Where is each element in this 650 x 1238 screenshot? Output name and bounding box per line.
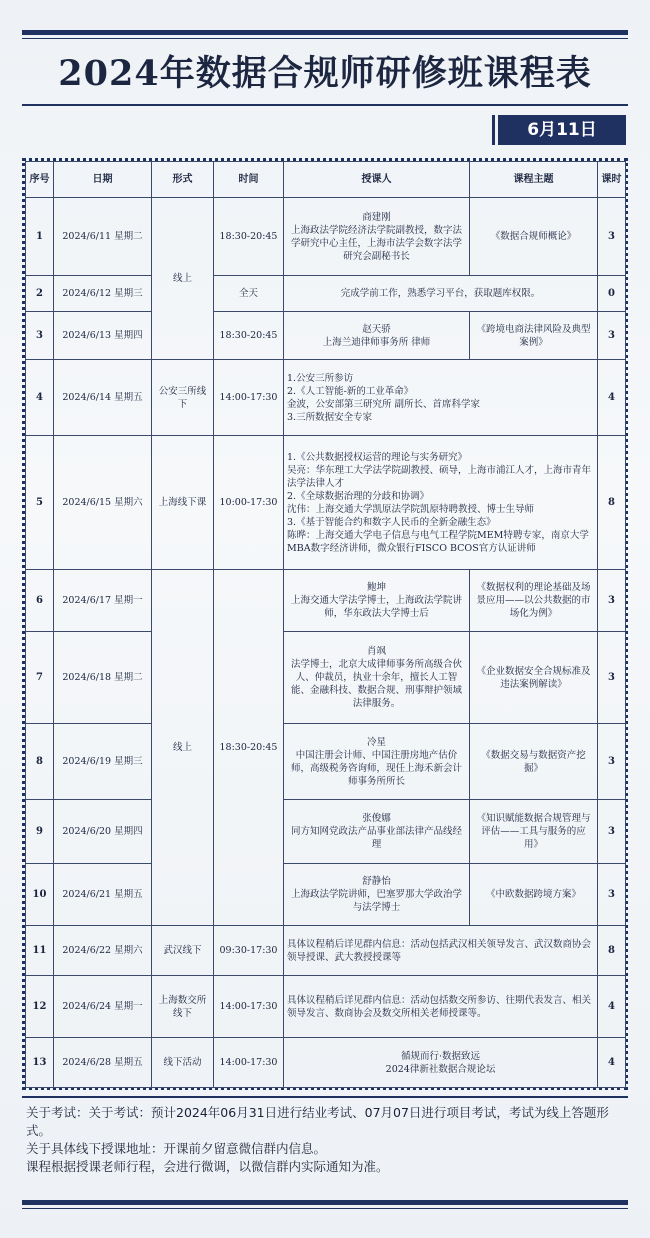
header-hours: 课时 <box>598 162 626 198</box>
cell-hours: 3 <box>598 198 626 276</box>
cell-teacher <box>284 570 470 632</box>
table-row <box>26 198 626 276</box>
cell-topic: 《中欧数据跨境方案》 <box>470 864 598 926</box>
cell-hours: 3 <box>598 312 626 360</box>
cell-hours: 8 <box>598 926 626 976</box>
cell-merged <box>284 360 598 436</box>
cell-date: 2024/6/22 星期六 <box>54 926 152 976</box>
table-row <box>26 926 626 976</box>
cell-hours: 3 <box>598 800 626 864</box>
header-time: 时间 <box>214 162 284 198</box>
cell-date: 2024/6/17 星期一 <box>54 570 152 632</box>
cell-time: 18:30-20:45 <box>214 570 284 926</box>
teacher-name: 商建刚 <box>362 211 391 223</box>
teacher-name: 张俊娜 <box>362 813 391 824</box>
cell-time: 10:00-17:30 <box>214 436 284 570</box>
cell-no: 10 <box>26 864 54 926</box>
cell-no: 12 <box>26 976 54 1038</box>
schedule-table-frame <box>22 158 628 1090</box>
agenda-line: 3.《基于智能合约和数字人民币的全新金融生态》 <box>287 516 496 528</box>
cell-form: 武汉线下 <box>152 926 214 976</box>
cell-merged <box>284 436 598 570</box>
table-row <box>26 276 626 312</box>
table-row <box>26 436 626 570</box>
cell-date: 2024/6/11 星期二 <box>54 198 152 276</box>
table-header-row <box>26 162 626 198</box>
cell-no: 7 <box>26 632 54 724</box>
cell-hours: 0 <box>598 276 626 312</box>
cell-date: 2024/6/15 星期六 <box>54 436 152 570</box>
cell-time: 18:30-20:45 <box>214 198 284 276</box>
cell-teacher <box>284 198 470 276</box>
bottom-rule <box>22 1200 628 1205</box>
note-exam: 关于考试：关于考试：预计2024年06月31日进行结业考试、07月07日进行项目考试，考试为线上答题形式。 <box>26 1105 609 1138</box>
cell-form: 上海线下课 <box>152 436 214 570</box>
cell-form: 线下活动 <box>152 1038 214 1088</box>
cell-merged: 具体议程稍后详见群内信息：活动包括武汉相关领导发言、武汉数商协会领导授课、武大教授授课等 <box>284 926 598 976</box>
cell-hours: 8 <box>598 436 626 570</box>
agenda-line: 1.《公共数据授权运营的理论与实务研究》 <box>287 451 468 463</box>
cell-topic: 《数据合规师概论》 <box>470 198 598 276</box>
table-row <box>26 976 626 1038</box>
teacher-name: 鲍坤 <box>366 582 386 593</box>
table-row <box>26 1038 626 1088</box>
cell-topic: 《数据权利的理论基础及场景应用——以公共数据的市场化为例》 <box>470 570 598 632</box>
header-date: 日期 <box>54 162 152 198</box>
agenda-line: 金波，公安部第三研究所 副所长、首席科学家 <box>287 398 481 410</box>
teacher-name: 冷星 <box>366 736 386 748</box>
note-address: 关于具体线下授课地址：开课前夕留意微信群内信息。 <box>26 1141 327 1156</box>
table-row <box>26 864 626 926</box>
teacher-bio: 上海政法学院讲师，巴塞罗那大学政治学与法学博士 <box>290 889 462 913</box>
cell-form: 上海数交所线下 <box>152 976 214 1038</box>
teacher-bio: 上海交通大学法学博士，上海政法学院讲师，华东政法大学博士后 <box>290 595 462 619</box>
cell-hours: 3 <box>598 570 626 632</box>
agenda-line: 吴亮：华东理工大学法学院副教授、硕导，上海市浦江人才，上海市青年法学法律人才 <box>287 464 592 489</box>
cell-form: 公安三所线下 <box>152 360 214 436</box>
cell-hours: 3 <box>598 864 626 926</box>
page-title: 2024年数据合规师研修班课程表 <box>58 53 592 94</box>
cell-teacher <box>284 724 470 800</box>
cell-merged: 完成学前工作，熟悉学习平台，获取题库权限。 <box>284 276 598 312</box>
agenda-line: 陈晔：上海交通大学电子信息与电气工程学院MEM特聘专家，南京大学MBA数字经济讲师，微众银行FISCO BCOS官方认证讲师 <box>287 529 589 554</box>
bottom-rule-thin <box>22 1208 628 1209</box>
header-form: 形式 <box>152 162 214 198</box>
teacher-name: 赵天骄 <box>362 323 391 335</box>
cell-no: 2 <box>26 276 54 312</box>
table-row <box>26 570 626 632</box>
teacher-name: 肖飒 <box>366 646 386 657</box>
cell-time: 09:30-17:30 <box>214 926 284 976</box>
cell-topic: 《知识赋能数据合规管理与评估——工具与服务的应用》 <box>470 800 598 864</box>
cell-date: 2024/6/21 星期五 <box>54 864 152 926</box>
cell-topic: 《企业数据安全合规标准及违法案例解读》 <box>470 632 598 724</box>
cell-hours: 4 <box>598 1038 626 1088</box>
cell-merged: 具体议程稍后详见群内信息：活动包括数交所参访、往期代表发言、相关领导发言、数商协会及数交所相关老师授课等。 <box>284 976 598 1038</box>
cell-teacher <box>284 800 470 864</box>
cell-date: 2024/6/12 星期三 <box>54 276 152 312</box>
cell-date: 2024/6/14 星期五 <box>54 360 152 436</box>
top-rule-thin <box>22 38 628 39</box>
cell-hours: 3 <box>598 632 626 724</box>
agenda-line: 沈伟：上海交通大学凯原法学院凯原特聘教授、博士生导师 <box>287 503 535 515</box>
cell-topic: 《跨境电商法律风险及典型案例》 <box>470 312 598 360</box>
note-adjustment: 课程根据授课老师行程，会进行微调，以微信群内实际通知为准。 <box>26 1159 389 1174</box>
cell-no: 11 <box>26 926 54 976</box>
header-teacher: 授课人 <box>284 162 470 198</box>
cell-teacher <box>284 312 470 360</box>
cell-topic: 《数据交易与数据资产挖掘》 <box>470 724 598 800</box>
cell-no: 9 <box>26 800 54 864</box>
cell-date: 2024/6/18 星期二 <box>54 632 152 724</box>
cell-time: 14:00-17:30 <box>214 976 284 1038</box>
cell-form: 线上 <box>152 570 214 926</box>
notes <box>26 1104 626 1176</box>
table-row <box>26 724 626 800</box>
cell-date: 2024/6/13 星期四 <box>54 312 152 360</box>
header-no: 序号 <box>26 162 54 198</box>
teacher-bio: 上海政法学院经济法学院副教授，数字法学研究中心主任，上海市法学会数字法学研究会副秘书长 <box>290 224 462 262</box>
date-badge: 6月11日 <box>498 115 626 145</box>
table-row <box>26 312 626 360</box>
teacher-bio: 上海兰迪律师事务所 律师 <box>322 336 431 348</box>
agenda-line: 2.《全球数据治理的分歧和协调》 <box>287 490 430 502</box>
cell-no: 3 <box>26 312 54 360</box>
cell-time: 18:30-20:45 <box>214 312 284 360</box>
cell-hours: 4 <box>598 976 626 1038</box>
cell-time: 14:00-17:30 <box>214 1038 284 1088</box>
cell-date: 2024/6/24 星期一 <box>54 976 152 1038</box>
title-rule <box>22 104 628 106</box>
teacher-bio: 同方知网党政法产品事业部法律产品线经理 <box>290 826 462 850</box>
cell-merged <box>284 1038 598 1088</box>
teacher-bio: 法学博士，北京大成律师事务所高级合伙人、仲裁员，执业十余年，擅长人工智能、金融科技、数据合规、刑事辩护领域法律服务。 <box>290 659 462 709</box>
cell-no: 13 <box>26 1038 54 1088</box>
cell-no: 8 <box>26 724 54 800</box>
agenda-line: 2.《人工智能-新的工业革命》 <box>287 385 414 397</box>
cell-date: 2024/6/20 星期四 <box>54 800 152 864</box>
cell-no: 1 <box>26 198 54 276</box>
schedule-table <box>25 161 626 1088</box>
cell-form: 线上 <box>152 198 214 360</box>
cell-teacher <box>284 632 470 724</box>
table-row <box>26 800 626 864</box>
agenda-line: 循规而行·数据致远 <box>400 1050 481 1062</box>
table-row <box>26 632 626 724</box>
teacher-name: 舒静怡 <box>362 876 391 887</box>
top-rule <box>22 30 628 35</box>
agenda-line: 1.公安三所参访 <box>287 372 354 384</box>
cell-date: 2024/6/28 星期五 <box>54 1038 152 1088</box>
cell-hours: 4 <box>598 360 626 436</box>
teacher-bio: 中国注册会计师、中国注册房地产估价师，高级税务咨询师，现任上海禾新会计师事务所所长 <box>290 749 462 787</box>
agenda-line: 2024律新社数据合规论坛 <box>385 1063 496 1075</box>
agenda-line: 3.三所数据安全专家 <box>287 411 373 423</box>
cell-time: 全天 <box>214 276 284 312</box>
header-topic: 课程主题 <box>470 162 598 198</box>
cell-hours: 3 <box>598 724 626 800</box>
cell-teacher <box>284 864 470 926</box>
cell-time: 14:00-17:30 <box>214 360 284 436</box>
cell-date: 2024/6/19 星期三 <box>54 724 152 800</box>
notes-rule <box>22 1096 628 1098</box>
cell-no: 5 <box>26 436 54 570</box>
table-row <box>26 360 626 436</box>
cell-no: 6 <box>26 570 54 632</box>
cell-no: 4 <box>26 360 54 436</box>
